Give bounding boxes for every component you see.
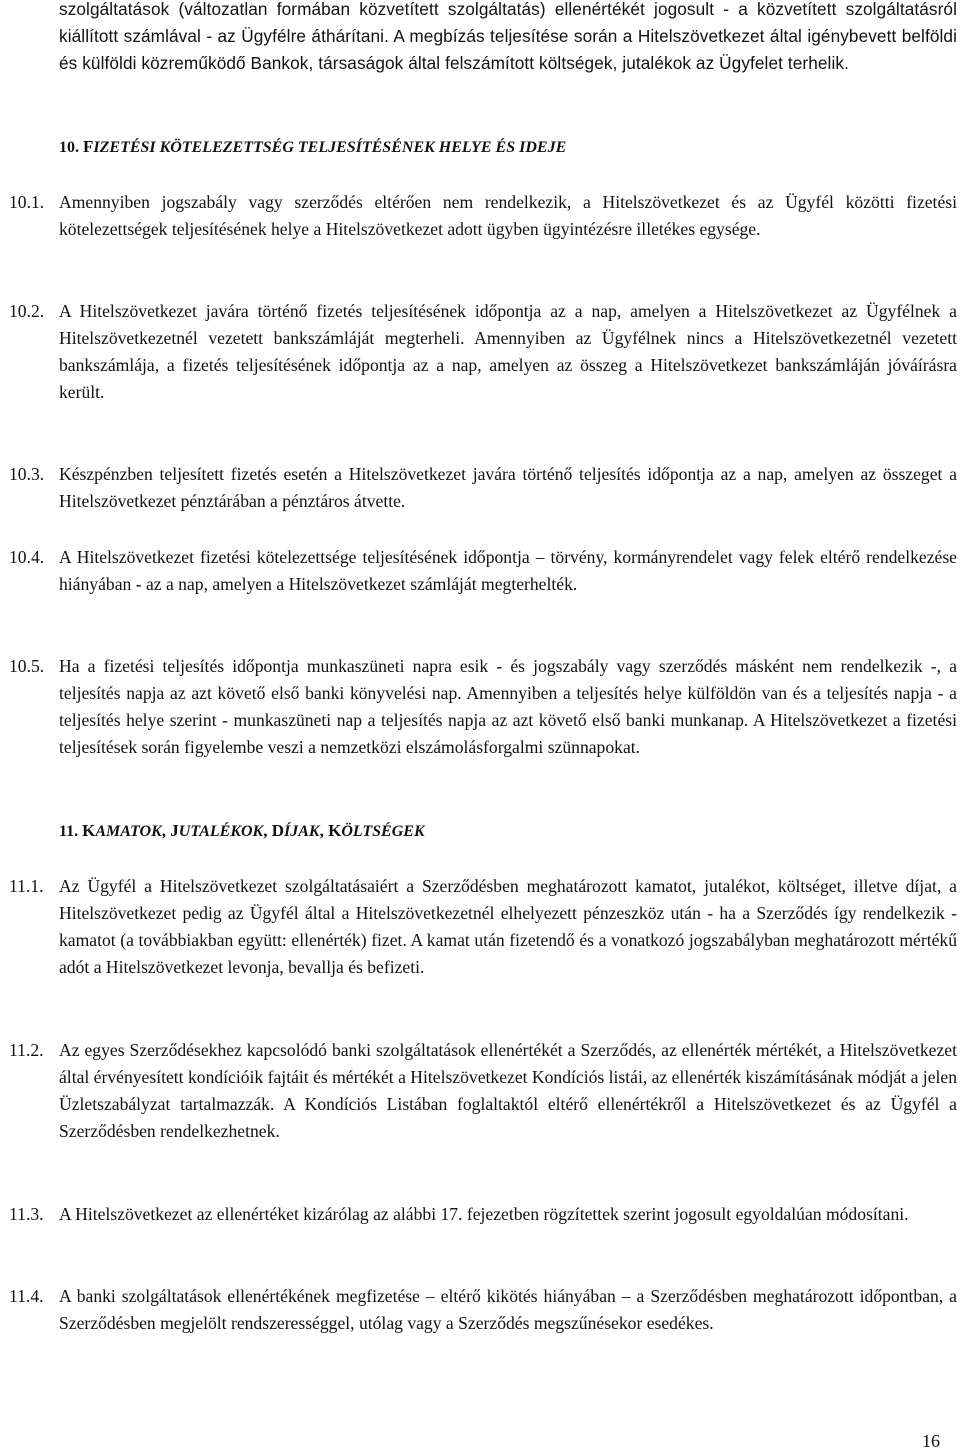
- section-11-title-initial: K: [328, 821, 342, 840]
- section-11-title-initial: D: [271, 821, 285, 840]
- clause-text: Az egyes Szerződésekhez kapcsolódó banki szolgáltatások ellenértékét a Szerződés, az ellenérték mértékét, a Hitelszövetkezet által érvényesített kondícióik fajtáit és mértékét a Hitelszövetkezet Kondíciós listái, az ellenérték kiszámításának módját a jelen Üzletszabályzat tartalmazzák. A Kondíciós Listában foglaltaktól eltérő ellenértékről a Hitelszövetkezet és az Ügyfél a Szerződésben rendelkezhetnek.: [59, 1040, 957, 1141]
- clause-number: 11.3.: [9, 1204, 44, 1224]
- section-11-title-part: ÍJAK: [284, 823, 320, 840]
- section-11-title-sep: ,: [263, 821, 272, 840]
- section-11-title-sep: ,: [161, 821, 171, 840]
- intro-line-2: közvetített szolgáltatásról kiállított számlával - az Ügyfélre áthárítani. A megbízás teljesítése: [59, 0, 957, 46]
- clause-number: 11.1.: [9, 876, 44, 896]
- clause-text: Amennyiben jogszabály vagy szerződés eltérően nem rendelkezik, a Hitelszövetkezet és az Ügyfél közötti fizetési kötelezettségek teljesítésének helye a Hitelszövetkezet adott ügyben ügyintézésre illetékes egysége.: [59, 192, 957, 239]
- intro-paragraph: [59, 0, 957, 77]
- clause-10-2: [9, 298, 957, 406]
- clause-11-1: [9, 873, 957, 981]
- clause-11-4: [9, 1283, 957, 1337]
- clause-text: A banki szolgáltatások ellenértékének megfizetése – eltérő kikötés hiányában – a Szerződésben meghatározott időpontban, a Szerződésben megjelölt rendszerességgel, utólag vagy a Szerződés megszűnésekor esedékes.: [59, 1286, 957, 1333]
- clause-text: Az Ügyfél a Hitelszövetkezet szolgáltatásaiért a Szerződésben meghatározott kamatot, jutalékot, költséget, illetve díjat, a Hitelszövetkezet pedig az Ügyfél által a Hitelszövetkezetnél elhelyezett pénzeszköz után - ha a Szerződés így rendelkezik - kamatot (a továbbiakban együtt: ellenérték) fizet. A kamat után fizetendő és a vonatkozó jogszabályban meghatározott mértékű adót a Hitelszövetkezet levonja, bevallja és befizeti.: [59, 876, 957, 977]
- section-11-title-part: UTALÉKOK: [178, 823, 264, 840]
- clause-10-3: [9, 461, 957, 515]
- section-11-title-initial: J: [170, 821, 179, 840]
- section-11-title-part: ÖLTSÉGEK: [341, 823, 425, 840]
- page-number: 16: [922, 1431, 940, 1451]
- section-11-heading: [59, 821, 425, 842]
- clause-number: 11.2.: [9, 1040, 44, 1060]
- clause-number: 10.2.: [9, 301, 45, 321]
- section-11-number: 11.: [59, 823, 79, 840]
- clause-number: 10.4.: [9, 547, 45, 567]
- section-11-title-sep: ,: [319, 821, 329, 840]
- section-10-heading: [59, 137, 566, 158]
- clause-text: Készpénzben teljesített fizetés esetén a Hitelszövetkezet javára történő teljesítés időpontja az a nap, amelyen az összeget a Hitelszövetkezet pénztárában a pénztáros átvette.: [59, 464, 957, 511]
- intro-line-3: során a Hitelszövetkezet által igénybevett belföldi és külföldi közreműködő Bankok,: [59, 26, 957, 73]
- clause-11-3: [9, 1201, 957, 1228]
- clause-10-4: [9, 544, 957, 598]
- clause-text: A Hitelszövetkezet fizetési kötelezettsége teljesítésének időpontja – törvény, kormányrendelet vagy felek eltérő rendelkezése hiányában - az a nap, amelyen a Hitelszövetkezet számláját megterhelték.: [59, 547, 957, 594]
- clause-number: 10.5.: [9, 656, 45, 676]
- clause-number: 10.3.: [9, 464, 45, 484]
- intro-line-1: szolgáltatások (változatlan formában közvetített szolgáltatás) ellenértékét jogosult - a: [59, 0, 748, 19]
- clause-10-1: [9, 189, 957, 243]
- section-11-title-initial: K: [82, 821, 96, 840]
- clause-number: 10.1.: [9, 192, 45, 212]
- clause-text: A Hitelszövetkezet az ellenértéket kizárólag az alábbi 17. fejezetben rögzítettek szerint jogosult egyoldalúan módosítani.: [59, 1204, 909, 1224]
- clause-10-5: [9, 653, 957, 761]
- clause-text: Ha a fizetési teljesítés időpontja munkaszüneti napra esik - és jogszabály vagy szerződés másként nem rendelkezik -, a teljesítés napja az azt követő első banki könyvelési nap. Amennyiben a teljesítés helye külföldön van és a teljesítés napja - a teljesítés helye szerint - munkaszüneti nap a teljesítés napja az azt követő első banki munkanap. A Hitelszövetkezet a fizetési teljesítések során figyelembe veszi a nemzetközi elszámolásforgalmi szünnapokat.: [59, 656, 957, 757]
- section-10-number: 10.: [59, 139, 79, 156]
- clause-number: 11.4.: [9, 1286, 44, 1306]
- clause-text: A Hitelszövetkezet javára történő fizetés teljesítésének időpontja az a nap, amelyen a Hitelszövetkezet az Ügyfélnek a Hitelszövetkezetnél vezetett bankszámláját megterheli. Amennyiben az Ügyfélnek nincs a Hitelszövetkezetnél vezetett bankszámlája, a fizetés teljesítésének időpontja az a nap, amelyen az összeg a Hitelszövetkezet bankszámláján jóváírásra került.: [59, 301, 957, 402]
- clause-11-2: [9, 1037, 957, 1145]
- section-10-title-initial: F: [83, 137, 94, 156]
- section-10-title: IZETÉSI KÖTELEZETTSÉG TELJESÍTÉSÉNEK HELYE ÉS IDEJE: [93, 139, 567, 156]
- intro-line-4: társaságok által felszámított költségek, jutalékok az Ügyfelet terhelik.: [318, 53, 849, 73]
- section-11-title-part: AMATOK: [95, 823, 162, 840]
